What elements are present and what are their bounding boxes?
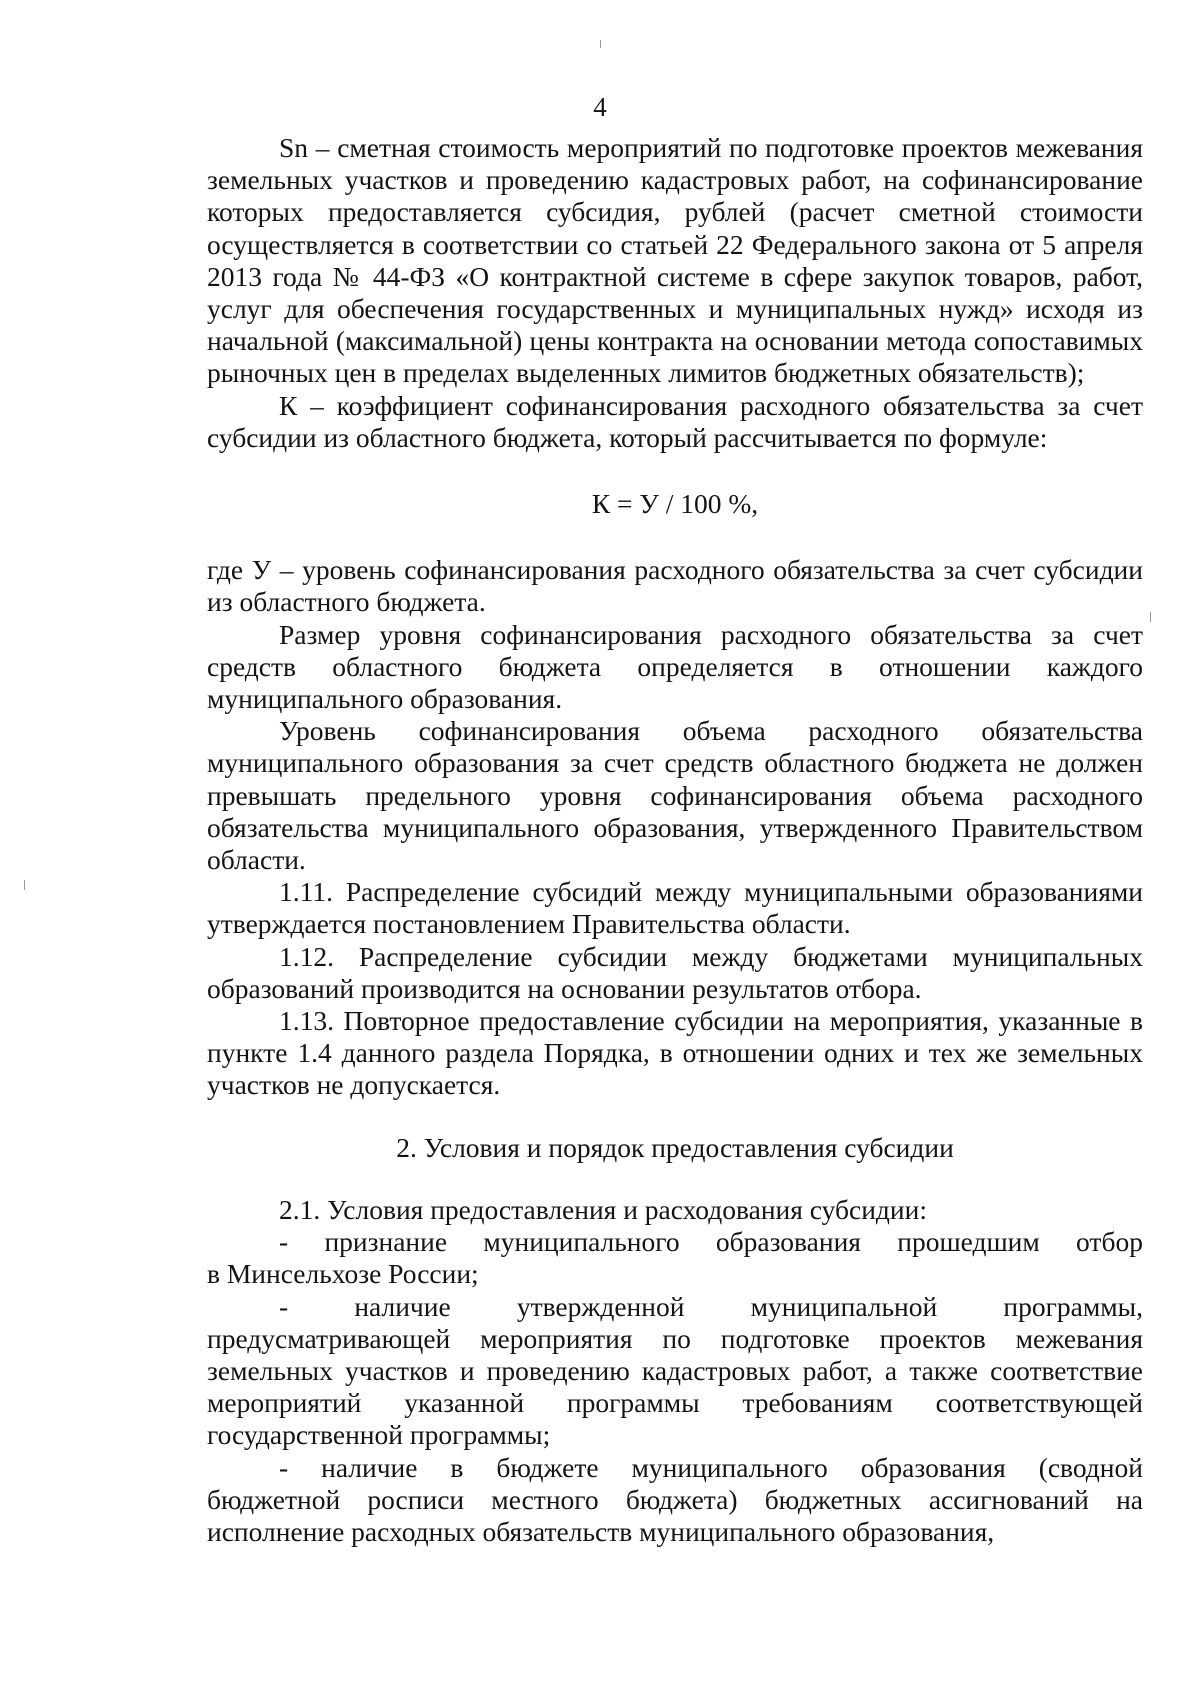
- condition-word: признание: [324, 1226, 448, 1258]
- condition-2-first-line: [207, 1291, 1143, 1323]
- condition-1-rest: в Минсельхозе России;: [207, 1258, 479, 1290]
- paragraph-2-1: 2.1. Условия предоставления и расходования субсидии:: [279, 1193, 927, 1225]
- scan-artifact: [24, 880, 25, 890]
- condition-dash: -: [279, 1451, 289, 1483]
- section-title: 2. Условия и порядок предоставления субсидии: [396, 1131, 954, 1163]
- condition-word: наличие: [354, 1290, 451, 1322]
- condition-word: бюджете: [496, 1451, 599, 1483]
- condition-3-rest: бюджетной росписи местного бюджета) бюджетных ассигнований на исполнение расходных обязательств муниципального образования,: [207, 1483, 1143, 1547]
- condition-word: прошедшим: [897, 1226, 1040, 1258]
- scan-artifact: [1150, 612, 1151, 622]
- page-number: 4: [593, 92, 607, 122]
- condition-dash: -: [279, 1290, 289, 1322]
- condition-2-rest: предусматривающей мероприятия по подготовке проектов межевания земельных участков и проведению кадастровых работ, а также соответствие мероприятий указанной программы требованиям соответствующей государственной программы;: [207, 1322, 1143, 1451]
- condition-1-first-line: [207, 1226, 1143, 1258]
- condition-word: программы,: [1003, 1290, 1143, 1322]
- paragraph-u-definition: где У – уровень софинансирования расходного обязательства за счет субсидии из областного бюджета.: [207, 554, 1143, 618]
- paragraph-k-definition: К – коэффициент софинансирования расходного обязательства за счет субсидии из областного бюджета, который рассчитывается по формуле:: [207, 389, 1143, 453]
- paragraph-1-13: 1.13. Повторное предоставление субсидии на мероприятия, указанные в пункте 1.4 данного раздела Порядка, в отношении одних и тех же земельных участков не допускается.: [207, 1005, 1143, 1101]
- paragraph-1-11: 1.11. Распределение субсидий между муниципальными образованиями утверждается постановлением Правительства области.: [207, 876, 1143, 940]
- paragraph-sn-definition: Sn – сметная стоимость мероприятий по подготовке проектов межевания земельных участков и проведению кадастровых работ, на софинансирование которых предоставляется субсидия, рублей (расчет сметной стоимости осуществляется в соответствии со статьей 22 Федерального закона от 5 апреля 2013 года № 44-ФЗ «О контрактной системе в сфере закупок товаров, работ, услуг для обеспечения государственных и муниципальных нужд» исходя из начальной (максимальной) цены контракта на основании метода сопоставимых рыночных цен в пределах выделенных лимитов бюджетных обязательств);: [207, 132, 1143, 389]
- condition-word: муниципального: [483, 1226, 680, 1258]
- condition-dash: -: [279, 1226, 289, 1258]
- paragraph-cofinancing-limit: Уровень софинансирования объема расходного обязательства муниципального образования за счет средств областного бюджета не должен превышать предельного уровня софинансирования объема расходного обязательства муниципального образования, утвержденного Правительством области.: [207, 715, 1143, 876]
- paragraph-1-12: 1.12. Распределение субсидии между бюджетами муниципальных образований производится на основании результатов отбора.: [207, 940, 1143, 1004]
- condition-word: образования: [860, 1451, 1006, 1483]
- scan-artifact: [600, 40, 601, 48]
- condition-word: в: [450, 1451, 464, 1483]
- condition-word: отбор: [1076, 1226, 1143, 1258]
- condition-3-first-line: [207, 1452, 1143, 1484]
- condition-word: утвержденной: [516, 1290, 685, 1322]
- condition-word: муниципального: [631, 1451, 828, 1483]
- condition-word: наличие: [321, 1451, 418, 1483]
- document-body: [207, 132, 1143, 1548]
- condition-word: муниципальной: [750, 1290, 938, 1322]
- condition-word: образования: [715, 1226, 861, 1258]
- formula: К = У / 100 %,: [591, 488, 759, 520]
- paragraph-cofinancing-level-size: Размер уровня софинансирования расходного обязательства за счет средств областного бюджета определяется в отношении каждого муниципального образования.: [207, 618, 1143, 715]
- condition-word: (сводной: [1038, 1451, 1143, 1483]
